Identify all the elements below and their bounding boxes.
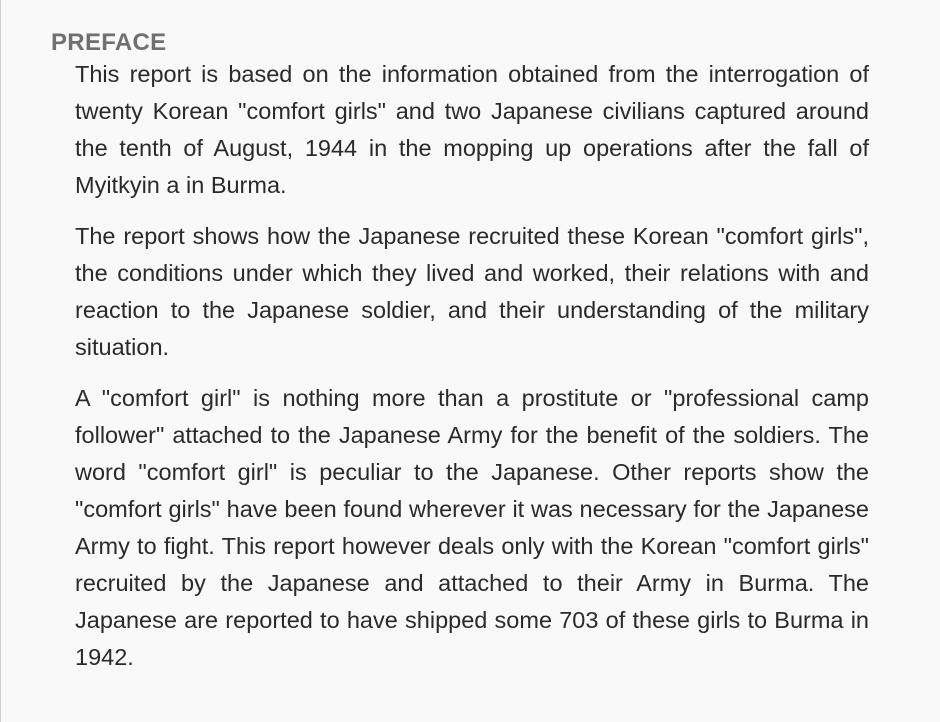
preface-body — [75, 56, 869, 690]
section-heading: PREFACE — [51, 29, 167, 56]
paragraph-2: The report shows how the Japanese recruited these Korean "comfort girls", the conditions under which they lived and worked, their relations with and reaction to the Japanese soldier, and their understanding of the military situation. — [75, 223, 869, 360]
paragraph-3: A "comfort girl" is nothing more than a prostitute or "professional camp follower" attached to the Japanese Army for the benefit of the soldiers. The word "comfort girl" is peculiar to the Japanese. Other reports show the "comfort girls" have been found wherever it was necessary for the Japanese Army to fight. This report however deals only with the Korean "comfort girls" recruited by the Japanese and attached to their Army in Burma. The Japanese are reported to have shipped some 703 of these girls to Burma in 1942. — [75, 385, 869, 670]
page-left-border — [0, 0, 1, 722]
paragraph-1: This report is based on the information obtained from the interrogation of twenty Korean "comfort girls" and two Japanese civilians captured around the tenth of August, 1944 in the mopping up operations after the fall of Myitkyin a in Burma. — [75, 61, 869, 198]
